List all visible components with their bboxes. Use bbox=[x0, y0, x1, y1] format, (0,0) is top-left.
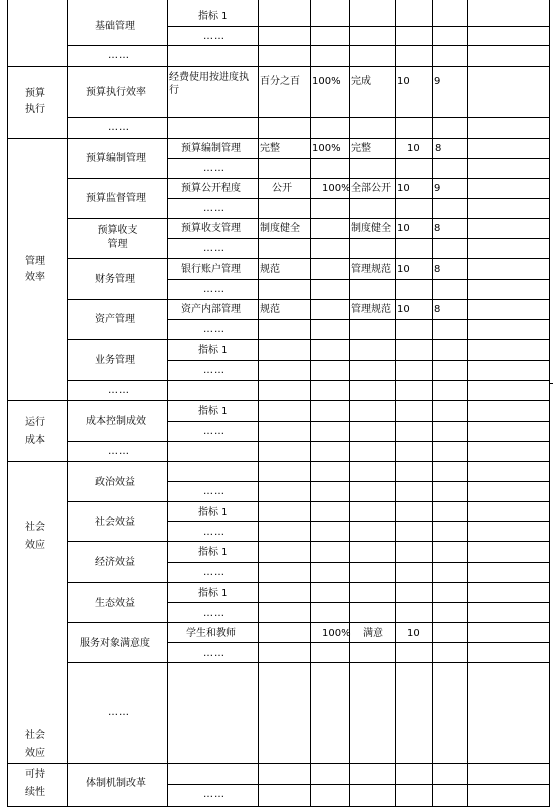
standard-jingfei: 百分之百 bbox=[260, 76, 300, 87]
indicator-1: 指标 1 bbox=[198, 345, 228, 356]
category-guanli-xiaolv: 管理 效率 bbox=[25, 256, 45, 283]
indicator-1: 指标 1 bbox=[198, 406, 228, 417]
standard-zichan: 规范 bbox=[260, 304, 280, 315]
ellipsis: …… bbox=[203, 527, 225, 538]
indicator-1: 指标 1 bbox=[198, 11, 228, 22]
category-yusuan-zhixing: 预算 执行 bbox=[25, 88, 45, 115]
indicator-yinhang: 银行账户管理 bbox=[181, 264, 241, 275]
ellipsis: …… bbox=[108, 385, 130, 396]
percent-jingfei: 100% bbox=[312, 76, 341, 87]
ellipsis: …… bbox=[203, 203, 225, 214]
ellipsis: …… bbox=[203, 31, 225, 42]
ellipsis: …… bbox=[203, 324, 225, 335]
subcategory-zhengzhi: 政治效益 bbox=[95, 477, 135, 488]
weight-zichan: 10 bbox=[397, 304, 410, 315]
subcategory-zichan: 资产管理 bbox=[95, 314, 135, 325]
subcategory-fuwu: 服务对象满意度 bbox=[80, 638, 150, 649]
category-yunxing-chengben: 运行 成本 bbox=[25, 417, 45, 446]
ellipsis: …… bbox=[203, 243, 225, 254]
standard-bianzhi: 完整 bbox=[260, 143, 280, 154]
ellipsis: …… bbox=[108, 122, 130, 133]
subcategory-jingji: 经济效益 bbox=[95, 557, 135, 568]
weight-gongkai: 10 bbox=[397, 183, 410, 194]
subcategory-caiwu: 财务管理 bbox=[95, 274, 135, 285]
subcategory-tizhi: 体制机制改革 bbox=[86, 778, 146, 789]
category-kechixu: 可持 续性 bbox=[25, 769, 45, 798]
indicator-1: 指标 1 bbox=[198, 588, 228, 599]
result-zichan: 管理规范 bbox=[351, 304, 391, 315]
indicator-zichan: 资产内部管理 bbox=[181, 304, 241, 315]
score-yinhang: 8 bbox=[434, 264, 441, 275]
ellipsis: …… bbox=[203, 426, 225, 437]
ellipsis: …… bbox=[203, 648, 225, 659]
subcategory-yewu: 业务管理 bbox=[95, 355, 135, 366]
score-bianzhi: 8 bbox=[435, 143, 442, 154]
score-gongkai: 9 bbox=[434, 183, 441, 194]
indicator-shouzhi: 预算收支管理 bbox=[181, 223, 241, 234]
subcategory-jiandu: 预算监督管理 bbox=[86, 193, 146, 204]
result-shouzhi: 制度健全 bbox=[351, 223, 391, 234]
indicator-1: 指标 1 bbox=[198, 507, 228, 518]
category-shehui-xiaoying: 社会 效应 bbox=[25, 522, 45, 551]
subcategory-shehui: 社会效益 bbox=[95, 517, 135, 528]
ellipsis: …… bbox=[108, 50, 130, 61]
ellipsis: …… bbox=[203, 163, 225, 174]
category-shehui-xiaoying-2: 社会 效应 bbox=[25, 730, 45, 759]
indicator-gongkai: 预算公开程度 bbox=[181, 183, 241, 194]
subcategory-shengtai: 生态效益 bbox=[95, 598, 135, 609]
indicator-fuwu: 学生和教师 bbox=[186, 628, 236, 639]
standard-gongkai: 公开 bbox=[272, 183, 292, 194]
percent-bianzhi: 100% bbox=[312, 143, 341, 154]
ellipsis: …… bbox=[203, 486, 225, 497]
subcategory-zhixing-xiaolv: 预算执行效率 bbox=[86, 87, 146, 98]
indicator-1: 指标 1 bbox=[198, 547, 228, 558]
ellipsis: …… bbox=[203, 365, 225, 376]
result-bianzhi: 完整 bbox=[351, 143, 371, 154]
result-yinhang: 管理规范 bbox=[351, 264, 391, 275]
result-fuwu: 满意 bbox=[363, 628, 383, 639]
indicator-jingfei: 经费使用按进度执行 bbox=[169, 72, 249, 96]
ellipsis: …… bbox=[203, 608, 225, 619]
weight-fuwu: 10 bbox=[407, 628, 420, 639]
weight-jingfei: 10 bbox=[397, 76, 410, 87]
ellipsis: …… bbox=[108, 707, 130, 718]
ellipsis: …… bbox=[108, 446, 130, 457]
ellipsis: …… bbox=[203, 284, 225, 295]
percent-fuwu: 100% bbox=[322, 628, 351, 639]
score-jingfei: 9 bbox=[434, 76, 441, 87]
percent-gongkai: 100% bbox=[322, 183, 351, 194]
ellipsis: …… bbox=[203, 567, 225, 578]
subcategory-bianzhi: 预算编制管理 bbox=[86, 153, 146, 164]
weight-shouzhi: 10 bbox=[397, 223, 410, 234]
result-jingfei: 完成 bbox=[351, 76, 371, 87]
score-zichan: 8 bbox=[434, 304, 441, 315]
subcategory-chengben: 成本控制成效 bbox=[86, 416, 146, 427]
weight-bianzhi: 10 bbox=[407, 143, 420, 154]
subcategory-jichu: 基础管理 bbox=[95, 21, 135, 32]
ellipsis: …… bbox=[203, 789, 225, 800]
result-gongkai: 全部公开 bbox=[351, 183, 391, 194]
standard-yinhang: 规范 bbox=[260, 264, 280, 275]
score-shouzhi: 8 bbox=[434, 223, 441, 234]
indicator-bianzhi: 预算编制管理 bbox=[181, 143, 241, 154]
weight-yinhang: 10 bbox=[397, 264, 410, 275]
standard-shouzhi: 制度健全 bbox=[260, 223, 300, 234]
subcategory-shouzhi: 预算收支 管理 bbox=[97, 225, 138, 250]
